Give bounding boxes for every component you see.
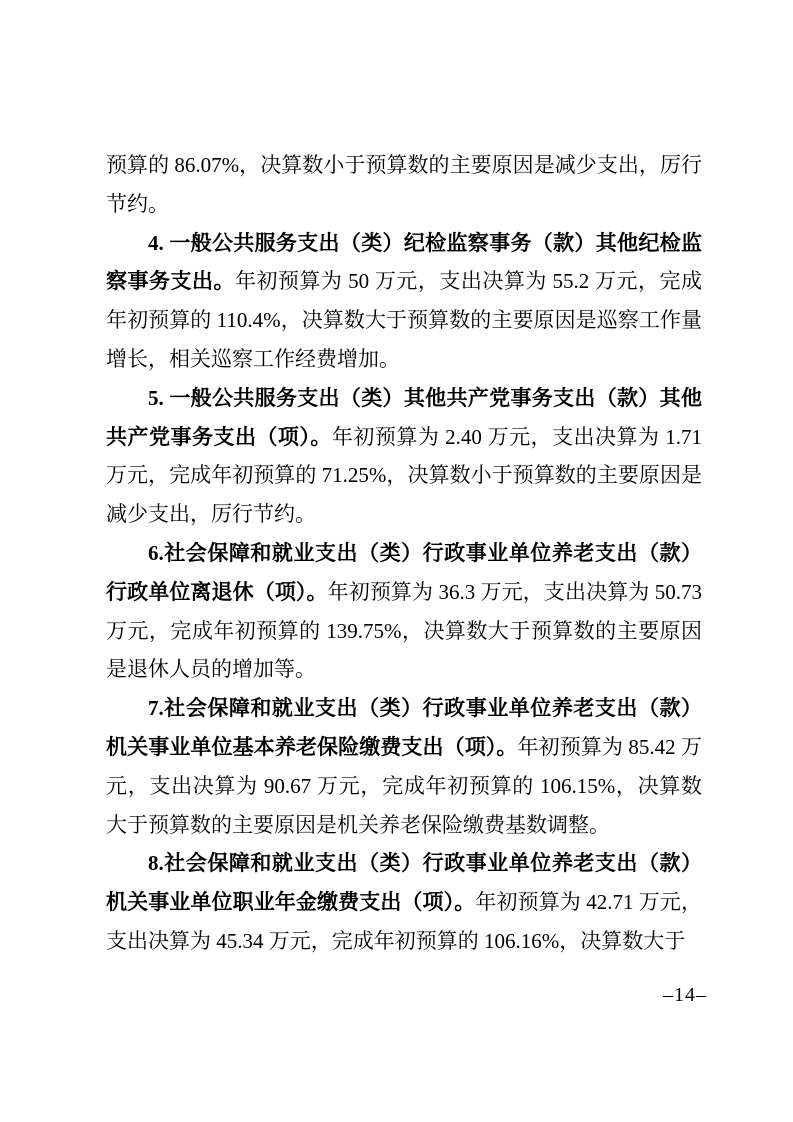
paragraph-item-6 xyxy=(106,534,702,689)
page-number: –14– xyxy=(663,984,707,1006)
paragraph-item-4-bold-segment: 4. 一般公共服务支出（类）纪检监察事务（款）其他纪检监察事务支出。 xyxy=(106,230,702,294)
paragraph-item-4 xyxy=(106,224,702,379)
paragraph-continuation-item-3-normal-segment: 预算的 86.07%，决算数小于预算数的主要原因是减少支出，厉行节约。 xyxy=(106,153,702,216)
document-body xyxy=(106,146,702,961)
paragraph-item-6-normal-segment: 年初预算为 36.3 万元，支出决算为 50.73 万元，完成年初预算的 139.75%，决算数大于预算数的主要原因是退休人员的增加等。 xyxy=(106,579,703,682)
paragraph-item-6-bold-segment: 6.社会保障和就业支出（类）行政事业单位养老支出（款）行政单位离退休（项）。 xyxy=(106,540,702,604)
paragraph-item-8-normal-segment: 年初预算为 42.71 万元，支出决算为 45.34 万元，完成年初预算的 106.16%，决算数大于 xyxy=(106,890,703,953)
paragraph-item-7 xyxy=(106,689,702,844)
paragraph-item-5-normal-segment: 年初预算为 2.40 万元，支出决算为 1.71 万元，完成年初预算的 71.25%，决算数小于预算数的主要原因是减少支出，厉行节约。 xyxy=(106,424,703,527)
paragraph-item-8 xyxy=(106,844,702,960)
paragraph-item-5 xyxy=(106,379,702,534)
paragraph-item-4-normal-segment: 年初预算为 50 万元，支出决算为 55.2 万元，完成年初预算的 110.4%，决算数大于预算数的主要原因是巡察工作量增长，相关巡察工作经费增加。 xyxy=(106,269,703,371)
paragraph-item-5-bold-segment: 5. 一般公共服务支出（类）其他共产党事务支出（款）其他共产党事务支出（项）。 xyxy=(106,385,702,449)
paragraph-item-7-normal-segment: 年初预算为 85.42 万元，支出决算为 90.67 万元，完成年初预算的 106.15%，决算数大于预算数的主要原因是机关养老保险缴费基数调整。 xyxy=(106,734,703,837)
paragraph-item-8-bold-segment: 8.社会保障和就业支出（类）行政事业单位养老支出（款）机关事业单位职业年金缴费支出（项）。 xyxy=(106,851,702,915)
paragraph-continuation-item-3 xyxy=(106,146,702,224)
paragraph-item-7-bold-segment: 7.社会保障和就业支出（类）行政事业单位养老支出（款）机关事业单位基本养老保险缴费支出（项）。 xyxy=(106,696,702,759)
